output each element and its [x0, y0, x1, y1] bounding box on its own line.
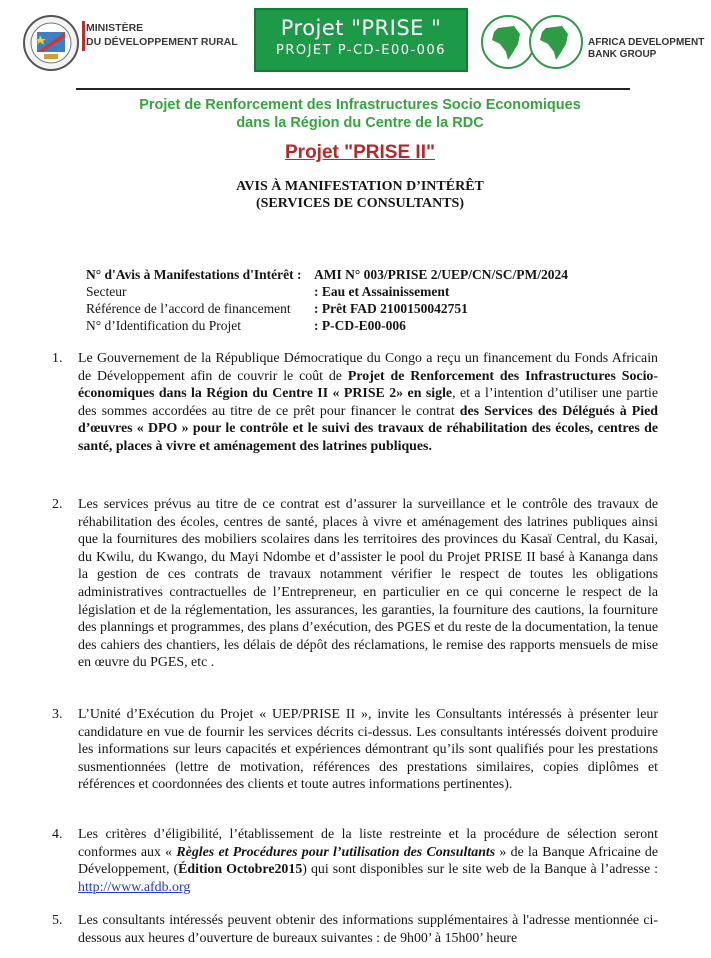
paragraph-3: L’Unité d’Exécution du Projet « UEP/PRISE II », invite les Consultants intéressés à présenter leur candidature en vue de fournir les services décrits ci-dessus. Les consultants intéressés doivent produire les informations sur leurs capacités et expériences démontrant qu’ils sont qualifiés pour les prestations susmentionnées (lettre de motivation, références des prestations similaires, copies diplômes et références et coordonnées des clients et toute autres informations pertinentes).	[78, 707, 658, 793]
notice-title-line-1: AVIS À MANIFESTATION D’INTÉRÊT	[236, 179, 484, 194]
paragraph-2: Les services prévus au titre de ce contrat est d’assurer la surveillance et le contrôle des travaux de réhabilitation des écoles, centres de santé, places à vivre et aménagement des latrines publiques ainsi que la fournitures des mobiliers scolaires dans les territoires des provinces du Kasaï Central, du Kasai, du Kwilu, du Kwango, du Mayi Ndombe et d’assister le pool du Projet PRISE II basé à Kananga dans la gestion de ces contrats de travaux notamment vérifier le respect de toutes les obligations administratives contractuelles de l’Entrepreneur, en particulier en ce qui concerne le respect de la législation et de la réglementation, les assurances, les garanties, la fourniture des cautions, la fourniture des plannings et programmes, des plans d’exécution, des PGES et du reste de la documentation, la tenue des cahiers des chantiers, les délais de dépôt des réclamations, le remise des rapports mensuels de mise en œuvre du PGES, etc .	[78, 497, 658, 671]
paragraph-1-text: Le Gouvernement de la République Démocratique du Congo a reçu un financement du Fonds Africain de Développement afin de couvrir le coût de	[78, 351, 658, 384]
paragraph-number: 2.	[52, 497, 63, 512]
paragraph-4-text: Les critères d’éligibilité, l’établissement de la liste restreinte et la procédure de sélection seront conformes aux «	[78, 827, 658, 860]
paragraph-4-text-3: ) qui sont disponibles sur le site web de la Banque à l’adresse :	[302, 862, 659, 878]
project-logo-code: PROJET P-CD-E00-006	[275, 43, 446, 58]
ministry-line-2: DU DÉVELOPPEMENT RURAL	[86, 36, 238, 48]
project-subtitle	[80, 96, 640, 132]
bank-name-line-2: BANK GROUP	[588, 49, 657, 60]
paragraph-number: 5.	[52, 913, 63, 928]
notice-title	[80, 178, 640, 212]
paragraph-5: Les consultants intéressés peuvent obtenir des informations supplémentaires à l'adresse mentionnée ci-dessous aux heures d’ouverture de bureaux suivantes : de 9h00’ à 15h00’ heure	[78, 913, 658, 946]
meta-label: Secteur	[86, 284, 127, 299]
paragraph-number: 4.	[52, 827, 63, 842]
paragraph-4-rules-title: Règles et Procédures pour l’utilisation des Consultants	[176, 844, 496, 860]
paragraph-number: 1.	[52, 351, 63, 366]
afdb-africa-logo-icon	[480, 14, 584, 70]
bank-name-line-1: AFRICA DEVELOPMENT	[588, 37, 705, 48]
meta-label: N° d'Avis à Manifestations d'Intérêt :	[86, 267, 302, 282]
paragraph-1	[78, 350, 658, 456]
subtitle-line-1: Projet de Renforcement des Infrastructures Socio Economiques	[139, 97, 581, 113]
paragraph-4	[78, 826, 658, 896]
paragraph-1-services: des Services des Délégués à Pied d’œuvres « DPO » pour le contrôle et le suivi des travaux de réhabilitation des écoles, centres de santé, places à vivre et aménagement des latrines publiques.	[78, 403, 658, 454]
header-divider	[76, 88, 630, 90]
flag-stripe	[82, 21, 85, 51]
project-logo-title: Projet "PRISE "	[280, 16, 442, 40]
drc-seal-icon	[22, 14, 80, 72]
subtitle-line-2: dans la Région du Centre de la RDC	[236, 115, 484, 131]
meta-value: : P-CD-E00-006	[314, 318, 406, 333]
paragraph-number: 3.	[52, 707, 63, 722]
project-logo	[254, 8, 468, 72]
project-title: Projet "PRISE II"	[285, 142, 435, 163]
notice-title-line-2: (SERVICES DE CONSULTANTS)	[255, 196, 464, 211]
meta-value: : Prêt FAD 2100150042751	[314, 301, 468, 316]
afdb-website-link[interactable]: http://www.afdb.org	[78, 879, 191, 895]
meta-label: N° d’Identification du Projet	[86, 318, 241, 333]
paragraph-4-edition: Édition Octobre2015	[178, 862, 303, 878]
ministry-line-1: MINISTÈRE	[86, 22, 144, 34]
meta-value: AMI N° 003/PRISE 2/UEP/CN/SC/PM/2024	[314, 267, 569, 282]
bank-name	[588, 37, 704, 61]
ministry-name	[86, 21, 238, 49]
paragraph-4-text-2: » de la Banque Africaine de Développement, (	[78, 844, 658, 878]
letterhead	[0, 0, 711, 92]
meta-value: : Eau et Assainissement	[314, 284, 450, 299]
paragraph-1-project-name: Projet de Renforcement des Infrastructures Socio-économiques dans la Région du Centre II « PRISE 2» en sigle	[78, 368, 658, 402]
meta-label: Référence de l’accord de financement	[86, 301, 291, 316]
paragraph-1-text-2: , et a l’intention d’utiliser une partie des sommes accordées au titre de ce prêt pour financer le contrat	[78, 386, 658, 419]
